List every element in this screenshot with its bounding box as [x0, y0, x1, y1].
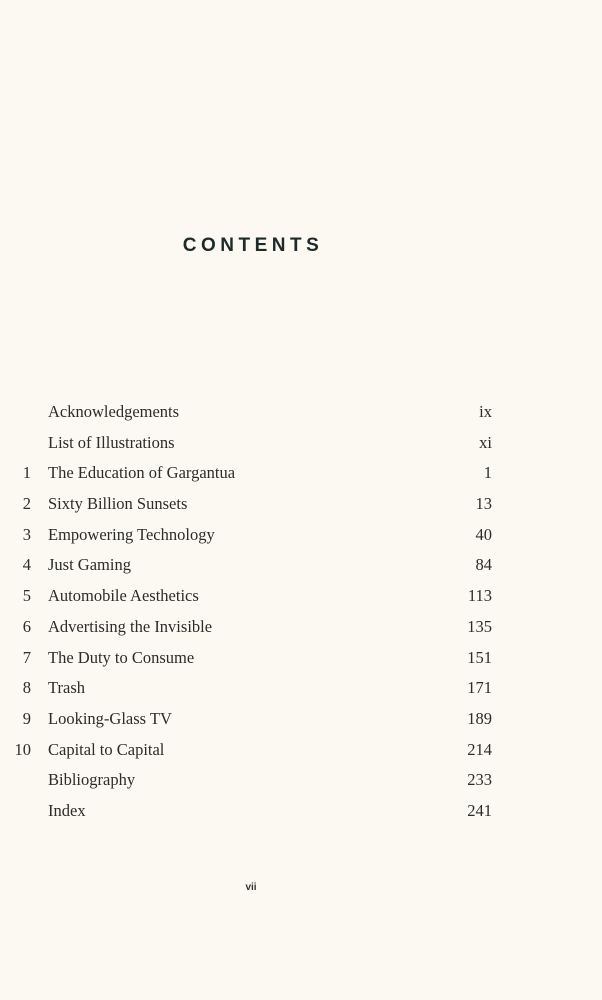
entry-title: Empowering Technology — [48, 524, 215, 544]
page-number: 151 — [467, 647, 492, 667]
page-title: CONTENTS — [182, 235, 324, 256]
toc-entry — [0, 524, 602, 555]
entry-title: Just Gaming — [48, 555, 131, 575]
entry-title: Bibliography — [48, 770, 136, 790]
entry-title: Automobile Aesthetics — [48, 586, 199, 606]
entry-title: The Duty to Consume — [48, 647, 195, 667]
chapter-number: 6 — [22, 616, 31, 636]
chapter-number: 9 — [22, 708, 31, 728]
page-number: 13 — [475, 494, 492, 514]
page-number: 171 — [467, 678, 492, 698]
toc-entry — [0, 800, 602, 831]
chapter-number: 7 — [22, 647, 31, 667]
toc-entry — [0, 401, 602, 432]
toc-entry — [0, 769, 602, 800]
entry-title: Advertising the Invisible — [48, 616, 213, 636]
chapter-number: 5 — [22, 586, 31, 606]
toc-entry — [0, 585, 602, 616]
page-number: 135 — [467, 616, 492, 636]
page-number: 84 — [475, 555, 492, 575]
toc-entry — [0, 677, 602, 708]
toc-entry — [0, 616, 602, 647]
entry-title: Trash — [48, 678, 85, 698]
page-number: 189 — [467, 708, 492, 728]
entry-title: Capital to Capital — [48, 739, 165, 759]
toc-entry — [0, 739, 602, 770]
entry-title: Acknowledgements — [48, 402, 180, 421]
entry-title: Sixty Billion Sunsets — [48, 494, 188, 514]
chapter-number: 4 — [22, 555, 31, 575]
chapter-number: 2 — [22, 494, 31, 514]
page-number: xi — [479, 432, 492, 452]
toc-entry — [0, 432, 602, 463]
entry-title: List of Illustrations — [48, 432, 175, 452]
entry-title: The Education of Gargantua — [48, 463, 236, 483]
chapter-number: 10 — [14, 739, 31, 759]
page-number: 1 — [483, 463, 492, 483]
chapter-number: 3 — [22, 524, 31, 544]
toc-entry — [0, 462, 602, 493]
page-number: ix — [479, 402, 492, 421]
toc-entry — [0, 708, 602, 739]
folio-page-number: vii — [245, 882, 257, 893]
entry-title: Index — [48, 800, 86, 820]
chapter-number: 8 — [22, 678, 31, 698]
page-number: 233 — [467, 770, 492, 790]
entry-title: Looking-Glass TV — [48, 708, 172, 728]
toc-entry — [0, 647, 602, 678]
toc-entry — [0, 493, 602, 524]
toc-entry — [0, 554, 602, 585]
page-number: 241 — [467, 800, 492, 820]
chapter-number: 1 — [22, 463, 31, 483]
page-number: 214 — [467, 739, 492, 759]
table-of-contents — [0, 401, 602, 831]
page-number: 113 — [467, 586, 492, 606]
page-number: 40 — [475, 524, 492, 544]
